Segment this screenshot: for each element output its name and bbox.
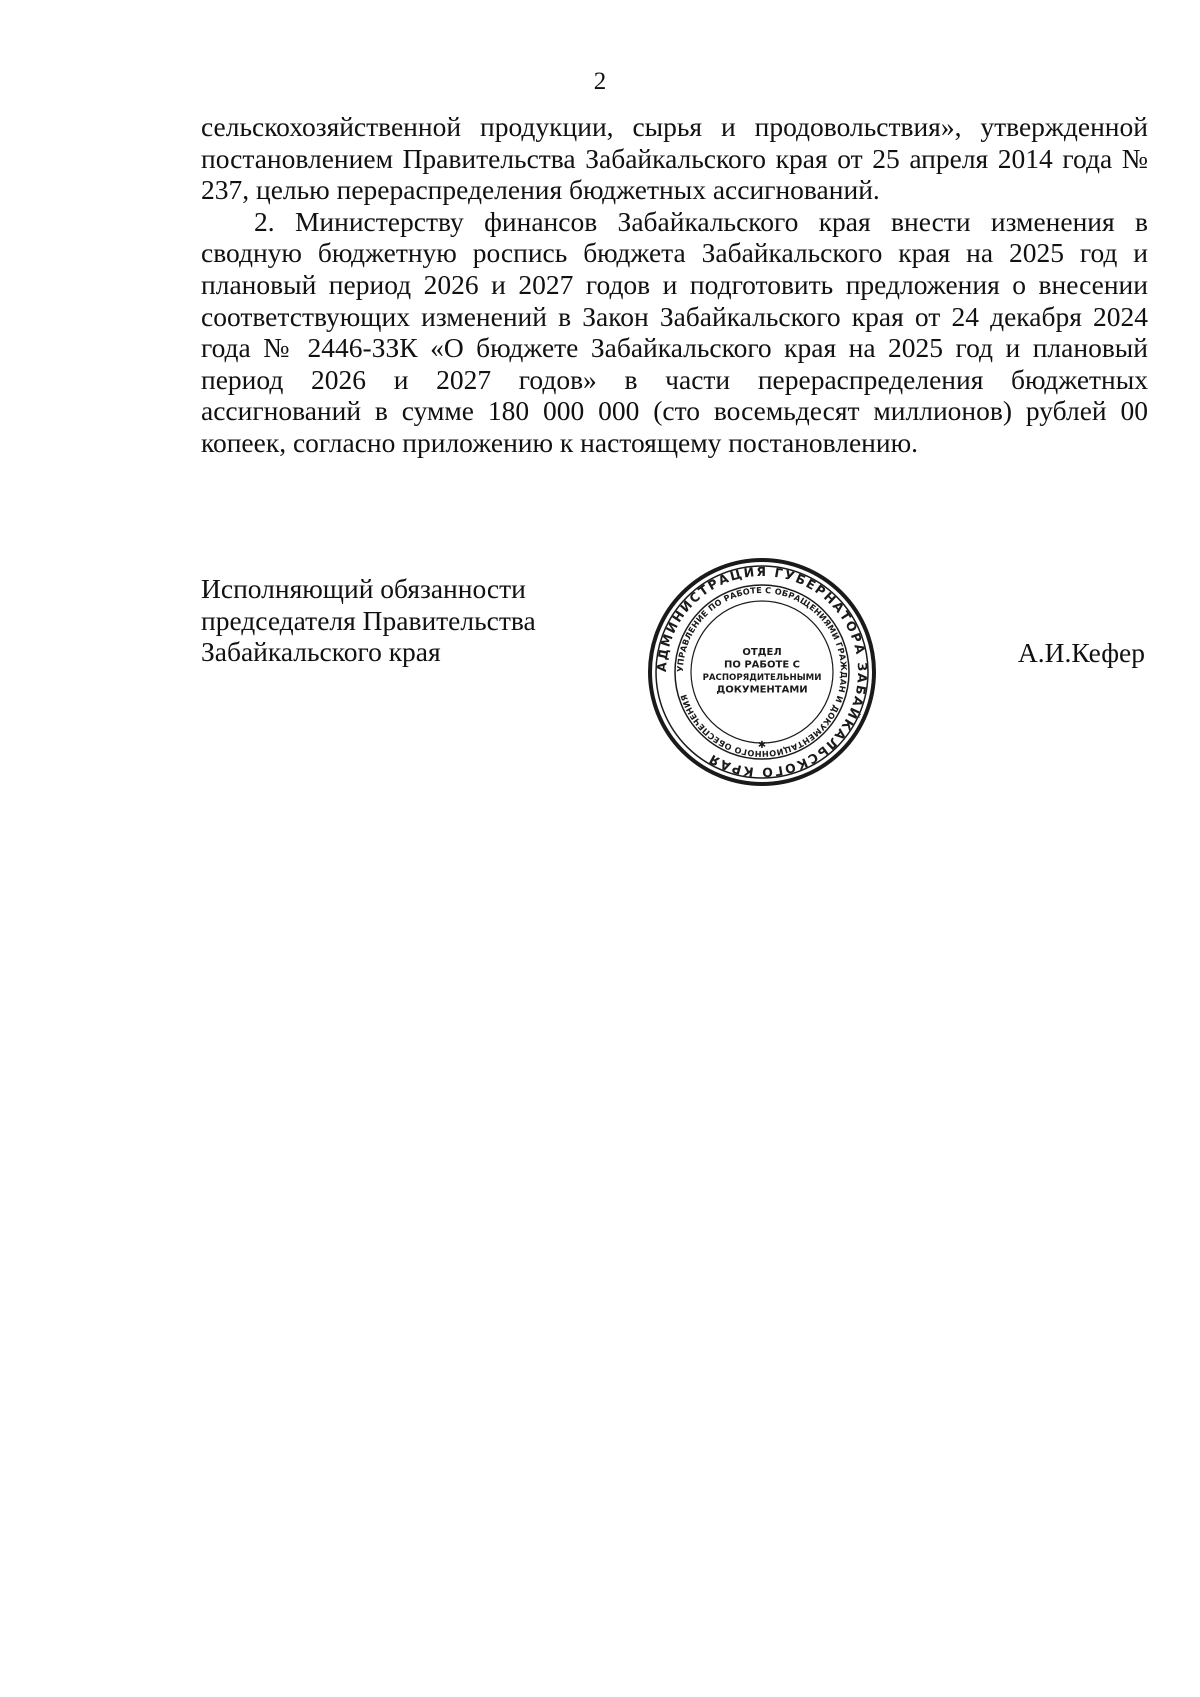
svg-text:✱: ✱ <box>757 740 767 751</box>
svg-text:АДМИНИСТРАЦИЯ ГУБЕРНАТОРА ЗАБА: АДМИНИСТРАЦИЯ ГУБЕРНАТОРА ЗАБАЙКАЛЬСКОГО КРАЯ <box>653 563 871 781</box>
signatory-title-line: Исполняющий обязанности <box>201 573 526 604</box>
signatory-name: А.И.Кефер <box>1017 637 1145 668</box>
svg-text:ОТДЕЛ: ОТДЕЛ <box>742 647 782 658</box>
signatory-title-line: Забайкальского края <box>201 636 441 668</box>
signatory-title-line: председателя Правительства <box>201 604 536 636</box>
svg-text:РАСПОРЯДИТЕЛЬНЫМИ: РАСПОРЯДИТЕЛЬНЫМИ <box>702 673 822 683</box>
page-number: 2 <box>593 68 607 95</box>
paragraph-item-2: 2. Министерству финансов Забайкальского края внести изменения в сводную бюджетную роспись бюджета Забайкальского края на 2025 год и плановый период 2026 и 2027 годов и подготовить предложения о внесении соответствующих изменений в Закон Забайкальского края от 24 декабря 2024 года № 2446-ЗЗК «О бюджете Забайкальского края на 2025 год и плановый период 2026 и 2027 годов» в части перераспределения бюджетных ассигнований в сумме 180 000 000 (сто восемьдесят миллионов) рублей 00 копеек, согласно приложению к настоящему постановлению. <box>201 205 1148 458</box>
stamp-seal-graphic <box>647 557 877 787</box>
paragraph-continuation: сельскохозяйственной продукции, сырья и продовольствия», утвержденной постановлением Правительства Забайкальского края от 25 апреля 2014 года № 237, целью перераспределения бюджетных ассигнований. <box>201 111 1148 206</box>
document-body <box>201 111 1148 459</box>
svg-text:ПО РАБОТЕ С: ПО РАБОТЕ С <box>723 659 801 671</box>
official-stamp <box>647 557 877 787</box>
svg-text:ДОКУМЕНТАМИ: ДОКУМЕНТАМИ <box>716 684 808 696</box>
signatory-title <box>201 573 601 668</box>
svg-text:УПРАВЛЕНИЕ ПО РАБОТЕ С ОБРАЩЕН: УПРАВЛЕНИЕ ПО РАБОТЕ С ОБРАЩЕНИЯМИ ГРАЖДАН И ДОКУМЕНТАЦИОННОГО ОБЕСПЕЧЕНИЯ <box>674 584 850 760</box>
